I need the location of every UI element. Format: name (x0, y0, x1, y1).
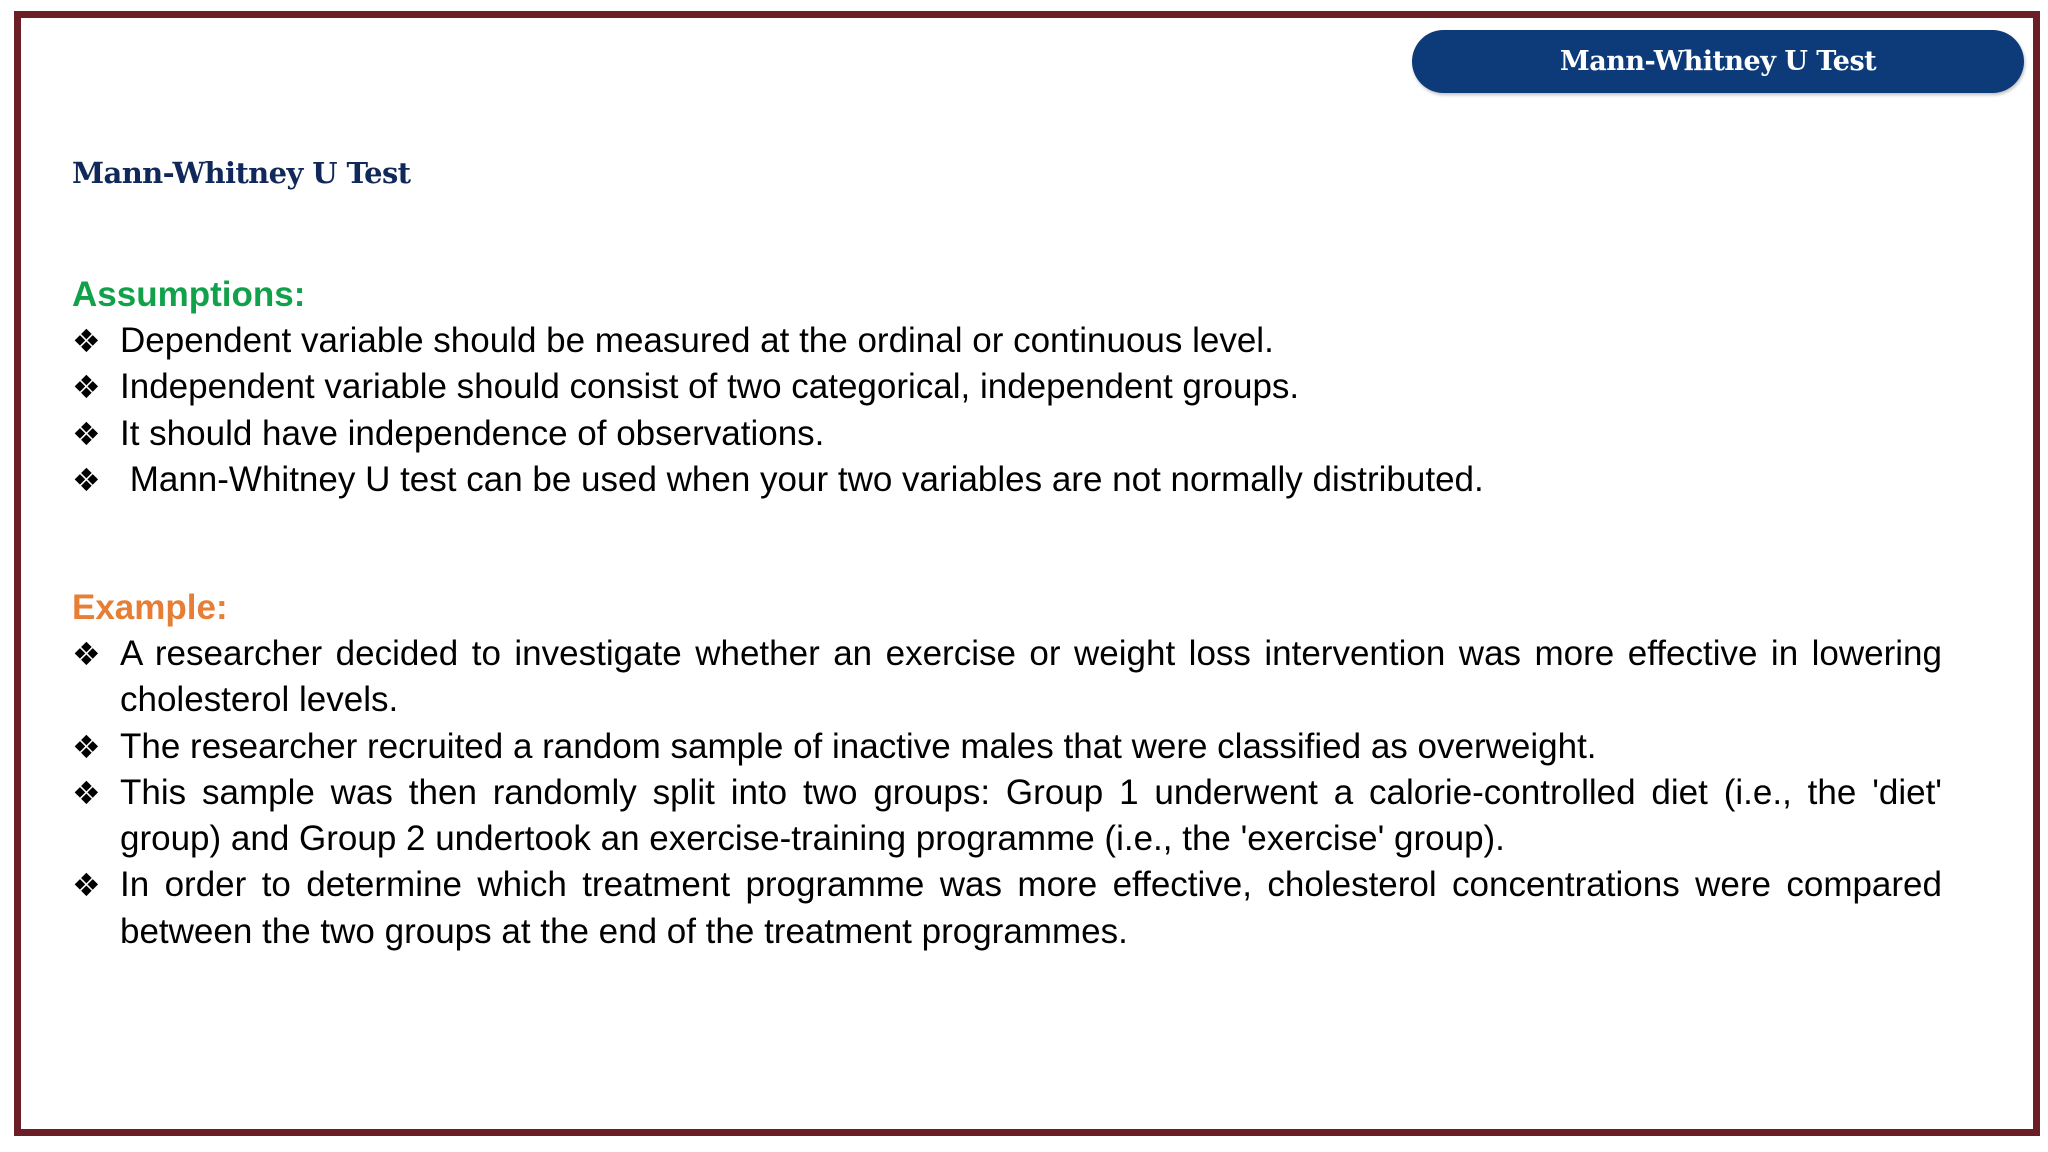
list-item-text: In order to determine which treatment programme was more effective, cholesterol concentrations were compared between the two groups at the end of the treatment programmes. (120, 865, 1942, 951)
four-diamond-bullet-icon: ❖ (72, 636, 101, 672)
example-heading: Example: (72, 588, 228, 627)
list-item (72, 457, 1942, 503)
four-diamond-bullet-icon: ❖ (72, 461, 101, 498)
list-item (72, 724, 1942, 770)
list-item (72, 318, 1942, 364)
list-item (72, 770, 1942, 863)
list-item-text: It should have independence of observations. (120, 413, 825, 453)
page-title: Mann-Whitney U Test (72, 156, 411, 190)
four-diamond-bullet-icon: ❖ (72, 867, 101, 904)
list-item-text: Dependent variable should be measured at the ordinal or continuous level. (120, 321, 1274, 360)
list-item (72, 411, 1942, 457)
list-item (72, 862, 1942, 955)
four-diamond-bullet-icon: ❖ (72, 774, 101, 811)
four-diamond-bullet-icon: ❖ (72, 415, 101, 452)
list-item-text: The researcher recruited a random sample of inactive males that were classified as overweight. (120, 726, 1597, 766)
four-diamond-bullet-icon: ❖ (72, 369, 101, 406)
header-badge-label: Mann-Whitney U Test (1559, 46, 1877, 77)
four-diamond-bullet-icon: ❖ (72, 323, 101, 359)
example-section (72, 585, 1942, 955)
list-item (72, 631, 1942, 724)
list-item (72, 364, 1942, 410)
four-diamond-bullet-icon: ❖ (72, 728, 101, 765)
list-item-text: Independent variable should consist of two categorical, independent groups. (120, 367, 1300, 407)
assumptions-heading: Assumptions: (72, 275, 306, 314)
list-item-text: Mann-Whitney U test can be used when your two variables are not normally distributed. (120, 459, 1484, 499)
example-list (72, 631, 1942, 955)
header-badge (1412, 30, 2024, 93)
assumptions-section (72, 272, 1942, 503)
list-item-text: This sample was then randomly split into two groups: Group 1 underwent a calorie-controlled diet (i.e., the 'diet' group) and Group 2 undertook an exercise-training programme (i.e., the 'exercise' group). (120, 772, 1942, 859)
list-item-text: A researcher decided to investigate whether an exercise or weight loss intervention was more effective in lowering cholesterol levels. (120, 634, 1942, 720)
assumptions-list (72, 318, 1942, 503)
